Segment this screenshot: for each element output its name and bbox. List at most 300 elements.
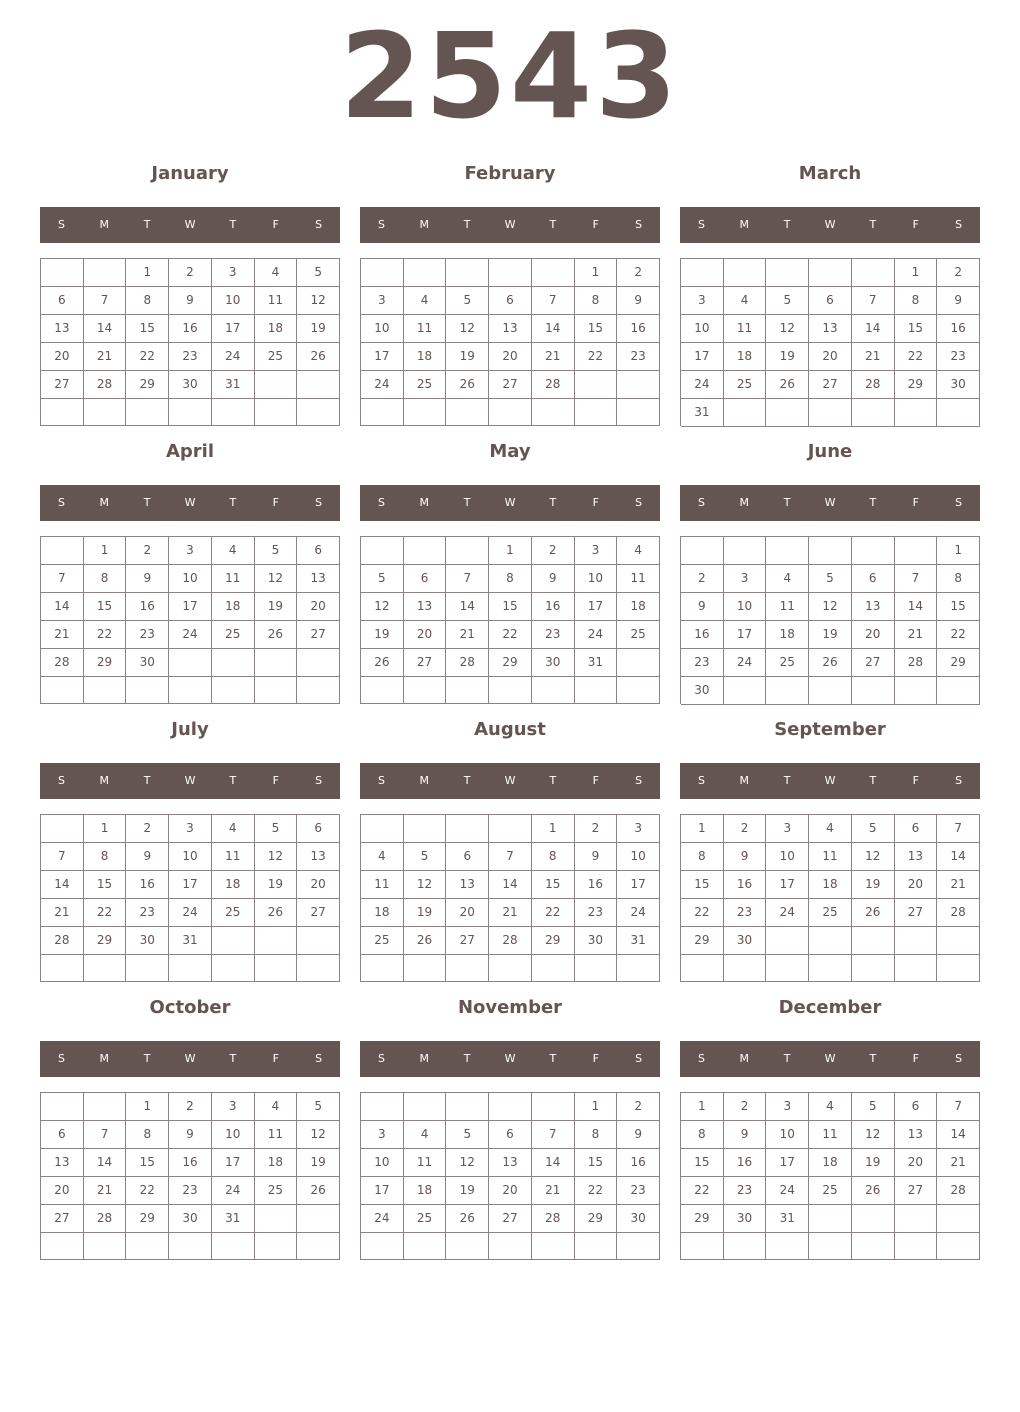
day-cell[interactable]: 5 (852, 1093, 895, 1121)
day-cell[interactable]: 29 (681, 1205, 724, 1233)
day-cell[interactable]: 27 (41, 371, 84, 399)
day-cell[interactable]: 12 (404, 871, 447, 899)
day-cell[interactable]: 11 (809, 843, 852, 871)
day-cell[interactable]: 9 (532, 565, 575, 593)
day-cell[interactable]: 2 (126, 815, 169, 843)
day-cell[interactable]: 3 (766, 1093, 809, 1121)
day-cell[interactable]: 9 (617, 1121, 660, 1149)
day-cell[interactable]: 14 (84, 1149, 127, 1177)
day-cell[interactable]: 17 (361, 343, 404, 371)
day-cell[interactable]: 26 (446, 1205, 489, 1233)
day-cell[interactable]: 22 (937, 621, 980, 649)
day-cell[interactable]: 30 (532, 649, 575, 677)
day-cell[interactable]: 19 (361, 621, 404, 649)
day-cell[interactable]: 10 (169, 565, 212, 593)
day-cell[interactable]: 19 (852, 871, 895, 899)
day-cell[interactable]: 15 (126, 1149, 169, 1177)
day-cell[interactable]: 20 (895, 871, 938, 899)
day-cell[interactable]: 27 (41, 1205, 84, 1233)
day-cell[interactable]: 22 (681, 899, 724, 927)
day-cell[interactable]: 24 (575, 621, 618, 649)
day-cell[interactable]: 22 (126, 1177, 169, 1205)
day-cell[interactable]: 31 (575, 649, 618, 677)
day-cell[interactable]: 25 (617, 621, 660, 649)
day-cell[interactable]: 3 (361, 1121, 404, 1149)
day-cell[interactable]: 6 (41, 1121, 84, 1149)
day-cell[interactable]: 29 (84, 649, 127, 677)
day-cell[interactable]: 27 (895, 1177, 938, 1205)
day-cell[interactable]: 18 (404, 343, 447, 371)
day-cell[interactable]: 25 (255, 343, 298, 371)
day-cell[interactable]: 28 (41, 927, 84, 955)
day-cell[interactable]: 18 (617, 593, 660, 621)
day-cell[interactable]: 4 (809, 815, 852, 843)
day-cell[interactable]: 4 (255, 259, 298, 287)
day-cell[interactable]: 29 (489, 649, 532, 677)
day-cell[interactable]: 26 (297, 343, 340, 371)
day-cell[interactable]: 1 (532, 815, 575, 843)
day-cell[interactable]: 25 (809, 1177, 852, 1205)
day-cell[interactable]: 30 (169, 1205, 212, 1233)
day-cell[interactable]: 21 (532, 1177, 575, 1205)
day-cell[interactable]: 30 (724, 1205, 767, 1233)
day-cell[interactable]: 17 (617, 871, 660, 899)
day-cell[interactable]: 12 (255, 565, 298, 593)
day-cell[interactable]: 18 (361, 899, 404, 927)
day-cell[interactable]: 4 (212, 537, 255, 565)
day-cell[interactable]: 8 (126, 287, 169, 315)
day-cell[interactable]: 9 (681, 593, 724, 621)
day-cell[interactable]: 24 (169, 899, 212, 927)
day-cell[interactable]: 24 (361, 371, 404, 399)
day-cell[interactable]: 8 (575, 287, 618, 315)
day-cell[interactable]: 7 (532, 287, 575, 315)
day-cell[interactable]: 16 (169, 1149, 212, 1177)
day-cell[interactable]: 23 (617, 1177, 660, 1205)
day-cell[interactable]: 15 (84, 871, 127, 899)
day-cell[interactable]: 1 (126, 259, 169, 287)
day-cell[interactable]: 10 (361, 1149, 404, 1177)
day-cell[interactable]: 27 (297, 899, 340, 927)
day-cell[interactable]: 16 (617, 315, 660, 343)
day-cell[interactable]: 15 (575, 315, 618, 343)
day-cell[interactable]: 13 (297, 843, 340, 871)
day-cell[interactable]: 30 (169, 371, 212, 399)
day-cell[interactable]: 23 (724, 899, 767, 927)
day-cell[interactable]: 16 (937, 315, 980, 343)
day-cell[interactable]: 3 (169, 537, 212, 565)
day-cell[interactable]: 30 (681, 677, 724, 705)
day-cell[interactable]: 23 (169, 343, 212, 371)
day-cell[interactable]: 22 (84, 621, 127, 649)
day-cell[interactable]: 18 (255, 1149, 298, 1177)
day-cell[interactable]: 26 (404, 927, 447, 955)
day-cell[interactable]: 24 (724, 649, 767, 677)
day-cell[interactable]: 1 (84, 537, 127, 565)
day-cell[interactable]: 4 (617, 537, 660, 565)
day-cell[interactable]: 7 (446, 565, 489, 593)
day-cell[interactable]: 21 (937, 871, 980, 899)
day-cell[interactable]: 28 (937, 1177, 980, 1205)
day-cell[interactable]: 14 (852, 315, 895, 343)
day-cell[interactable]: 26 (809, 649, 852, 677)
day-cell[interactable]: 5 (404, 843, 447, 871)
day-cell[interactable]: 10 (766, 1121, 809, 1149)
day-cell[interactable]: 19 (255, 593, 298, 621)
day-cell[interactable]: 13 (852, 593, 895, 621)
day-cell[interactable]: 17 (766, 1149, 809, 1177)
day-cell[interactable]: 3 (212, 259, 255, 287)
day-cell[interactable]: 8 (937, 565, 980, 593)
day-cell[interactable]: 24 (212, 1177, 255, 1205)
day-cell[interactable]: 1 (895, 259, 938, 287)
day-cell[interactable]: 17 (681, 343, 724, 371)
day-cell[interactable]: 21 (489, 899, 532, 927)
day-cell[interactable]: 13 (489, 315, 532, 343)
day-cell[interactable]: 12 (852, 843, 895, 871)
day-cell[interactable]: 23 (724, 1177, 767, 1205)
day-cell[interactable]: 30 (617, 1205, 660, 1233)
day-cell[interactable]: 20 (852, 621, 895, 649)
day-cell[interactable]: 16 (169, 315, 212, 343)
day-cell[interactable]: 26 (361, 649, 404, 677)
day-cell[interactable]: 13 (809, 315, 852, 343)
day-cell[interactable]: 20 (41, 1177, 84, 1205)
day-cell[interactable]: 19 (766, 343, 809, 371)
day-cell[interactable]: 8 (84, 843, 127, 871)
day-cell[interactable]: 2 (169, 1093, 212, 1121)
day-cell[interactable]: 4 (724, 287, 767, 315)
day-cell[interactable]: 30 (575, 927, 618, 955)
day-cell[interactable]: 7 (84, 287, 127, 315)
day-cell[interactable]: 6 (489, 287, 532, 315)
day-cell[interactable]: 22 (126, 343, 169, 371)
day-cell[interactable]: 25 (361, 927, 404, 955)
day-cell[interactable]: 30 (126, 649, 169, 677)
day-cell[interactable]: 14 (937, 843, 980, 871)
day-cell[interactable]: 7 (852, 287, 895, 315)
day-cell[interactable]: 2 (937, 259, 980, 287)
day-cell[interactable]: 5 (297, 259, 340, 287)
day-cell[interactable]: 29 (681, 927, 724, 955)
day-cell[interactable]: 11 (361, 871, 404, 899)
day-cell[interactable]: 10 (617, 843, 660, 871)
day-cell[interactable]: 11 (255, 287, 298, 315)
day-cell[interactable]: 6 (489, 1121, 532, 1149)
day-cell[interactable]: 25 (809, 899, 852, 927)
day-cell[interactable]: 6 (895, 815, 938, 843)
day-cell[interactable]: 13 (895, 1121, 938, 1149)
day-cell[interactable]: 23 (126, 621, 169, 649)
day-cell[interactable]: 14 (41, 593, 84, 621)
day-cell[interactable]: 2 (724, 1093, 767, 1121)
day-cell[interactable]: 12 (446, 1149, 489, 1177)
day-cell[interactable]: 8 (575, 1121, 618, 1149)
day-cell[interactable]: 31 (212, 1205, 255, 1233)
day-cell[interactable]: 3 (361, 287, 404, 315)
day-cell[interactable]: 27 (446, 927, 489, 955)
day-cell[interactable]: 28 (84, 1205, 127, 1233)
day-cell[interactable]: 7 (937, 1093, 980, 1121)
day-cell[interactable]: 27 (489, 1205, 532, 1233)
day-cell[interactable]: 18 (212, 871, 255, 899)
day-cell[interactable]: 15 (681, 1149, 724, 1177)
day-cell[interactable]: 29 (575, 1205, 618, 1233)
day-cell[interactable]: 18 (809, 1149, 852, 1177)
day-cell[interactable]: 9 (937, 287, 980, 315)
day-cell[interactable]: 10 (169, 843, 212, 871)
day-cell[interactable]: 16 (681, 621, 724, 649)
day-cell[interactable]: 2 (681, 565, 724, 593)
day-cell[interactable]: 25 (255, 1177, 298, 1205)
day-cell[interactable]: 6 (852, 565, 895, 593)
day-cell[interactable]: 8 (895, 287, 938, 315)
day-cell[interactable]: 16 (575, 871, 618, 899)
day-cell[interactable]: 27 (297, 621, 340, 649)
day-cell[interactable]: 5 (446, 287, 489, 315)
day-cell[interactable]: 6 (895, 1093, 938, 1121)
day-cell[interactable]: 25 (212, 621, 255, 649)
day-cell[interactable]: 21 (446, 621, 489, 649)
day-cell[interactable]: 30 (937, 371, 980, 399)
day-cell[interactable]: 6 (404, 565, 447, 593)
day-cell[interactable]: 17 (724, 621, 767, 649)
day-cell[interactable]: 3 (212, 1093, 255, 1121)
day-cell[interactable]: 1 (681, 815, 724, 843)
day-cell[interactable]: 24 (681, 371, 724, 399)
day-cell[interactable]: 10 (212, 1121, 255, 1149)
day-cell[interactable]: 11 (724, 315, 767, 343)
day-cell[interactable]: 24 (212, 343, 255, 371)
day-cell[interactable]: 7 (532, 1121, 575, 1149)
day-cell[interactable]: 18 (766, 621, 809, 649)
day-cell[interactable]: 16 (126, 593, 169, 621)
day-cell[interactable]: 9 (617, 287, 660, 315)
day-cell[interactable]: 17 (212, 315, 255, 343)
day-cell[interactable]: 1 (575, 259, 618, 287)
day-cell[interactable]: 5 (297, 1093, 340, 1121)
day-cell[interactable]: 29 (937, 649, 980, 677)
day-cell[interactable]: 2 (169, 259, 212, 287)
day-cell[interactable]: 15 (937, 593, 980, 621)
day-cell[interactable]: 26 (852, 899, 895, 927)
day-cell[interactable]: 6 (446, 843, 489, 871)
day-cell[interactable]: 2 (724, 815, 767, 843)
day-cell[interactable]: 24 (766, 899, 809, 927)
day-cell[interactable]: 29 (895, 371, 938, 399)
day-cell[interactable]: 10 (212, 287, 255, 315)
day-cell[interactable]: 4 (361, 843, 404, 871)
day-cell[interactable]: 14 (895, 593, 938, 621)
day-cell[interactable]: 1 (489, 537, 532, 565)
day-cell[interactable]: 21 (532, 343, 575, 371)
day-cell[interactable]: 20 (446, 899, 489, 927)
day-cell[interactable]: 13 (297, 565, 340, 593)
day-cell[interactable]: 3 (766, 815, 809, 843)
day-cell[interactable]: 21 (41, 621, 84, 649)
day-cell[interactable]: 22 (489, 621, 532, 649)
day-cell[interactable]: 7 (41, 565, 84, 593)
day-cell[interactable]: 4 (212, 815, 255, 843)
day-cell[interactable]: 2 (617, 259, 660, 287)
day-cell[interactable]: 20 (895, 1149, 938, 1177)
day-cell[interactable]: 15 (895, 315, 938, 343)
day-cell[interactable]: 27 (809, 371, 852, 399)
day-cell[interactable]: 19 (297, 1149, 340, 1177)
day-cell[interactable]: 1 (84, 815, 127, 843)
day-cell[interactable]: 23 (169, 1177, 212, 1205)
day-cell[interactable]: 9 (724, 843, 767, 871)
day-cell[interactable]: 1 (937, 537, 980, 565)
day-cell[interactable]: 19 (446, 343, 489, 371)
day-cell[interactable]: 2 (532, 537, 575, 565)
day-cell[interactable]: 6 (297, 815, 340, 843)
day-cell[interactable]: 11 (617, 565, 660, 593)
day-cell[interactable]: 10 (766, 843, 809, 871)
day-cell[interactable]: 25 (404, 371, 447, 399)
day-cell[interactable]: 25 (212, 899, 255, 927)
day-cell[interactable]: 8 (126, 1121, 169, 1149)
day-cell[interactable]: 4 (404, 1121, 447, 1149)
day-cell[interactable]: 13 (41, 1149, 84, 1177)
day-cell[interactable]: 28 (895, 649, 938, 677)
day-cell[interactable]: 2 (126, 537, 169, 565)
day-cell[interactable]: 13 (489, 1149, 532, 1177)
day-cell[interactable]: 14 (489, 871, 532, 899)
day-cell[interactable]: 14 (937, 1121, 980, 1149)
day-cell[interactable]: 22 (895, 343, 938, 371)
day-cell[interactable]: 19 (852, 1149, 895, 1177)
day-cell[interactable]: 28 (41, 649, 84, 677)
day-cell[interactable]: 1 (681, 1093, 724, 1121)
day-cell[interactable]: 20 (809, 343, 852, 371)
day-cell[interactable]: 8 (681, 843, 724, 871)
day-cell[interactable]: 12 (766, 315, 809, 343)
day-cell[interactable]: 20 (489, 1177, 532, 1205)
day-cell[interactable]: 5 (446, 1121, 489, 1149)
day-cell[interactable]: 13 (41, 315, 84, 343)
day-cell[interactable]: 8 (532, 843, 575, 871)
day-cell[interactable]: 28 (937, 899, 980, 927)
day-cell[interactable]: 23 (532, 621, 575, 649)
day-cell[interactable]: 11 (212, 843, 255, 871)
day-cell[interactable]: 10 (724, 593, 767, 621)
day-cell[interactable]: 29 (126, 371, 169, 399)
day-cell[interactable]: 2 (617, 1093, 660, 1121)
day-cell[interactable]: 29 (84, 927, 127, 955)
day-cell[interactable]: 18 (404, 1177, 447, 1205)
day-cell[interactable]: 13 (895, 843, 938, 871)
day-cell[interactable]: 17 (361, 1177, 404, 1205)
day-cell[interactable]: 22 (84, 899, 127, 927)
day-cell[interactable]: 6 (297, 537, 340, 565)
day-cell[interactable]: 10 (361, 315, 404, 343)
day-cell[interactable]: 24 (617, 899, 660, 927)
day-cell[interactable]: 4 (404, 287, 447, 315)
day-cell[interactable]: 9 (724, 1121, 767, 1149)
day-cell[interactable]: 26 (852, 1177, 895, 1205)
day-cell[interactable]: 10 (575, 565, 618, 593)
day-cell[interactable]: 1 (126, 1093, 169, 1121)
day-cell[interactable]: 19 (809, 621, 852, 649)
day-cell[interactable]: 20 (489, 343, 532, 371)
day-cell[interactable]: 26 (255, 899, 298, 927)
day-cell[interactable]: 11 (212, 565, 255, 593)
day-cell[interactable]: 11 (404, 315, 447, 343)
day-cell[interactable]: 19 (255, 871, 298, 899)
day-cell[interactable]: 21 (84, 1177, 127, 1205)
day-cell[interactable]: 25 (404, 1205, 447, 1233)
day-cell[interactable]: 29 (532, 927, 575, 955)
day-cell[interactable]: 18 (255, 315, 298, 343)
day-cell[interactable]: 31 (617, 927, 660, 955)
day-cell[interactable]: 14 (532, 315, 575, 343)
day-cell[interactable]: 15 (489, 593, 532, 621)
day-cell[interactable]: 17 (575, 593, 618, 621)
day-cell[interactable]: 17 (169, 593, 212, 621)
day-cell[interactable]: 4 (255, 1093, 298, 1121)
day-cell[interactable]: 5 (809, 565, 852, 593)
day-cell[interactable]: 7 (489, 843, 532, 871)
day-cell[interactable]: 16 (724, 1149, 767, 1177)
day-cell[interactable]: 3 (169, 815, 212, 843)
day-cell[interactable]: 31 (169, 927, 212, 955)
day-cell[interactable]: 3 (724, 565, 767, 593)
day-cell[interactable]: 8 (681, 1121, 724, 1149)
day-cell[interactable]: 7 (41, 843, 84, 871)
day-cell[interactable]: 23 (681, 649, 724, 677)
day-cell[interactable]: 24 (766, 1177, 809, 1205)
day-cell[interactable]: 16 (724, 871, 767, 899)
day-cell[interactable]: 9 (126, 565, 169, 593)
day-cell[interactable]: 28 (446, 649, 489, 677)
day-cell[interactable]: 29 (126, 1205, 169, 1233)
day-cell[interactable]: 11 (255, 1121, 298, 1149)
day-cell[interactable]: 9 (575, 843, 618, 871)
day-cell[interactable]: 17 (169, 871, 212, 899)
day-cell[interactable]: 2 (575, 815, 618, 843)
day-cell[interactable]: 27 (852, 649, 895, 677)
day-cell[interactable]: 9 (169, 1121, 212, 1149)
day-cell[interactable]: 17 (766, 871, 809, 899)
day-cell[interactable]: 16 (617, 1149, 660, 1177)
day-cell[interactable]: 9 (126, 843, 169, 871)
day-cell[interactable]: 28 (532, 1205, 575, 1233)
day-cell[interactable]: 4 (809, 1093, 852, 1121)
day-cell[interactable]: 20 (297, 593, 340, 621)
day-cell[interactable]: 5 (852, 815, 895, 843)
day-cell[interactable]: 28 (852, 371, 895, 399)
day-cell[interactable]: 14 (41, 871, 84, 899)
day-cell[interactable]: 21 (41, 899, 84, 927)
day-cell[interactable]: 5 (255, 537, 298, 565)
day-cell[interactable]: 18 (724, 343, 767, 371)
day-cell[interactable]: 20 (297, 871, 340, 899)
day-cell[interactable]: 11 (404, 1149, 447, 1177)
day-cell[interactable]: 15 (532, 871, 575, 899)
day-cell[interactable]: 16 (532, 593, 575, 621)
day-cell[interactable]: 26 (255, 621, 298, 649)
day-cell[interactable]: 13 (446, 871, 489, 899)
day-cell[interactable]: 12 (446, 315, 489, 343)
day-cell[interactable]: 25 (766, 649, 809, 677)
day-cell[interactable]: 26 (297, 1177, 340, 1205)
day-cell[interactable]: 21 (84, 343, 127, 371)
day-cell[interactable]: 16 (126, 871, 169, 899)
day-cell[interactable]: 21 (852, 343, 895, 371)
day-cell[interactable]: 20 (404, 621, 447, 649)
day-cell[interactable]: 15 (126, 315, 169, 343)
